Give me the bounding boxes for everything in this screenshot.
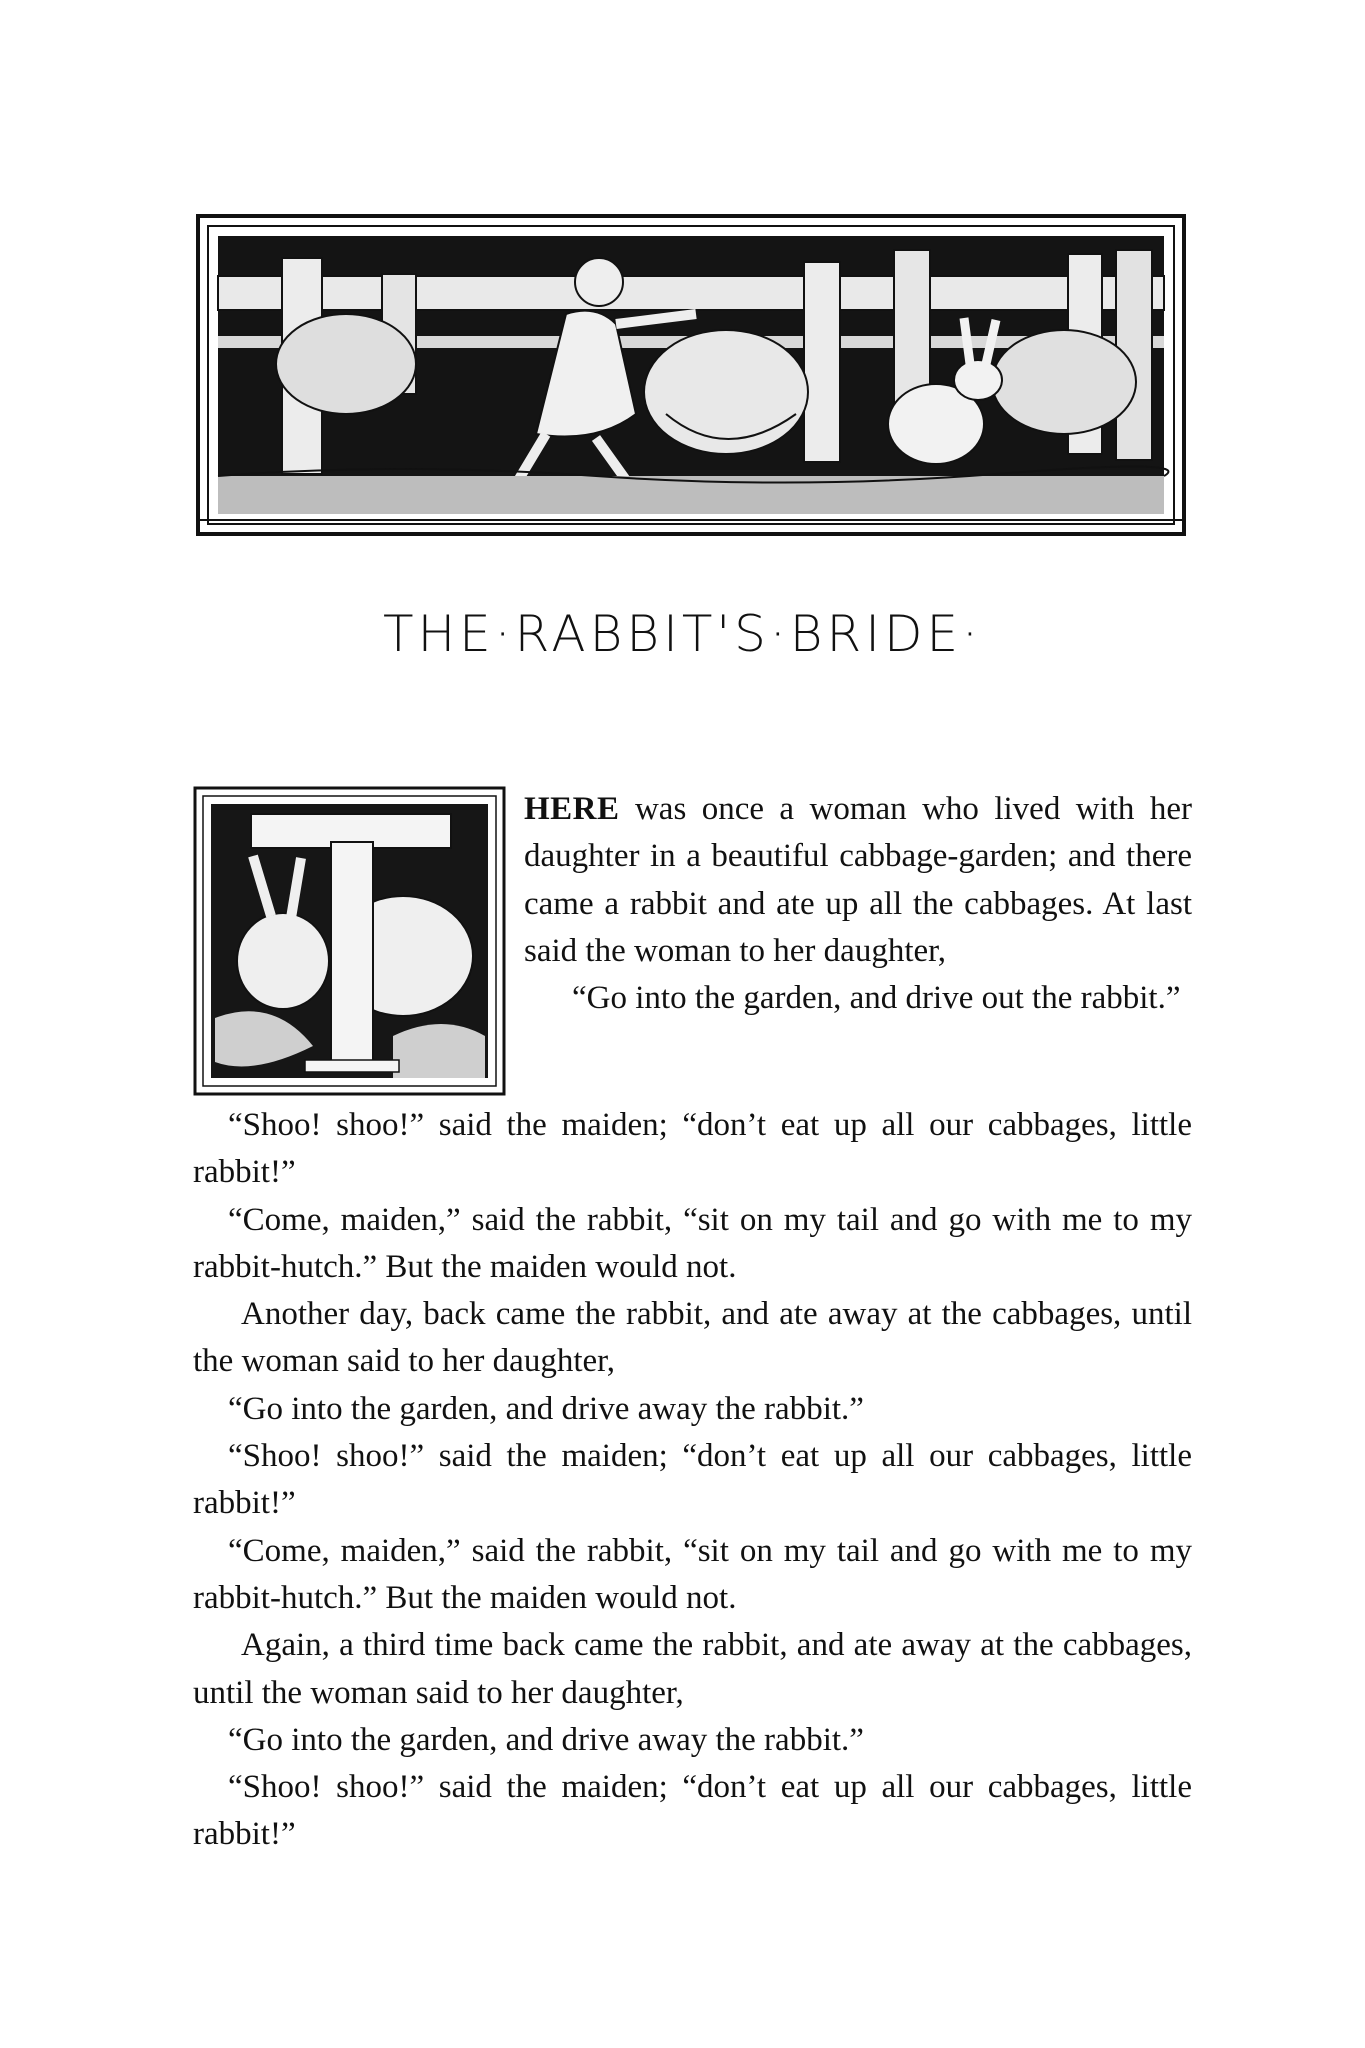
paragraph-3: “Shoo! shoo!” said the maiden; “don’t eat up all our cabbages, little rabbit!”	[193, 1107, 1192, 1191]
page-title: THE·RABBIT'S·BRIDE·	[383, 605, 982, 663]
woodcut-initial-t-rabbit-illustration	[193, 786, 506, 1096]
paragraph-9: Again, a third time back came the rabbit, and ate away at the cabbages, until the woman said to her daughter,	[193, 1627, 1192, 1711]
paragraph-6: “Go into the garden, and drive away the rabbit.”	[228, 1390, 864, 1427]
paragraph-11: “Shoo! shoo!” said the maiden; “don’t eat up all our cabbages, little rabbit!”	[193, 1769, 1192, 1853]
paragraph-1-lead: HERE	[524, 791, 620, 827]
paragraph-8: “Come, maiden,” said the rabbit, “sit on my tail and go with me to my rabbit-hutch.” But the maiden would not.	[193, 1532, 1192, 1616]
paragraph-5: Another day, back came the rabbit, and ate away at the cabbages, until the woman said to her daughter,	[193, 1296, 1192, 1380]
paragraph-2: “Go into the garden, and drive out the rabbit.”	[572, 980, 1181, 1017]
story-text	[193, 786, 1192, 1859]
paragraph-10: “Go into the garden, and drive away the rabbit.”	[228, 1721, 864, 1758]
paragraph-4: “Come, maiden,” said the rabbit, “sit on my tail and go with me to my rabbit-hutch.” But the maiden would not.	[193, 1201, 1192, 1285]
paragraph-7: “Shoo! shoo!” said the maiden; “don’t eat up all our cabbages, little rabbit!”	[193, 1438, 1192, 1522]
paragraph-1-text: was once a woman who lived with her daughter in a beautiful cabbage-garden; and there came a rabbit and ate up all the cabbages. At last said the woman to her daughter,	[524, 791, 1192, 969]
woodcut-girl-rabbit-cabbages-illustration	[196, 214, 1186, 536]
